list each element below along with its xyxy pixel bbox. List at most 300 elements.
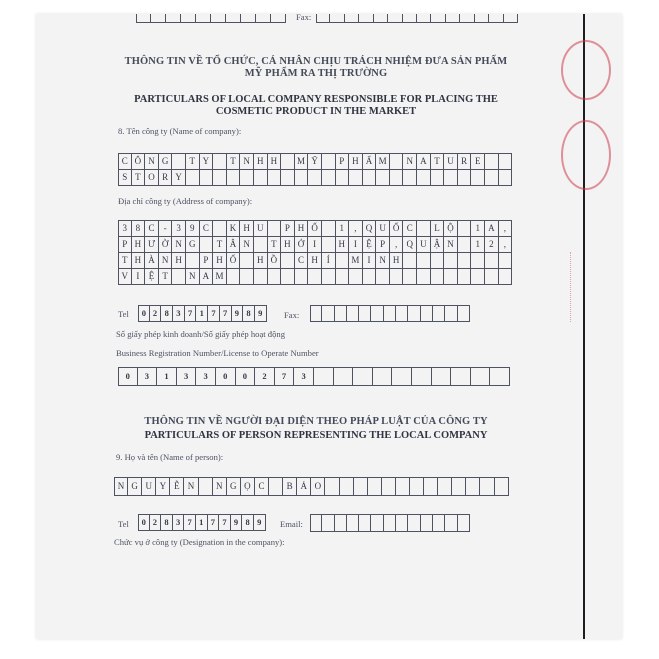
grid-cell: [458, 268, 472, 285]
grid-cell: [489, 14, 503, 23]
grid-cell: [403, 169, 417, 186]
grid-cell: [371, 514, 383, 532]
grid-cell: [151, 14, 166, 23]
address-label: Địa chỉ công ty (Address of company):: [118, 196, 253, 206]
grid-cell: N: [184, 477, 198, 496]
grid-cell: N: [186, 268, 200, 285]
grid-cell: [410, 477, 424, 496]
grid-cell: I: [308, 236, 322, 253]
grid-cell: Ố: [308, 220, 322, 237]
grid-cell: N: [240, 153, 254, 170]
grid-cell: N: [403, 153, 417, 170]
grid-cell: 2: [150, 514, 162, 531]
grid-cell: [226, 14, 241, 23]
tel-label: Tel: [118, 309, 129, 319]
grid-cell: [330, 14, 344, 23]
address-grid: [118, 220, 512, 285]
grid-cell: 3: [177, 367, 197, 386]
grid-cell: I: [363, 252, 377, 269]
grid-cell: U: [417, 236, 431, 253]
grid-cell: [336, 268, 350, 285]
grid-cell: -: [159, 220, 173, 237]
grid-row: [118, 153, 512, 170]
grid-cell: H: [281, 236, 295, 253]
grid-cell: [384, 305, 396, 322]
grid-cell: [499, 153, 513, 170]
grid-cell: [480, 477, 494, 496]
grid-cell: H: [254, 252, 268, 269]
grid-cell: [359, 305, 371, 322]
grid-cell: [431, 268, 445, 285]
grid-cell: 7: [184, 514, 196, 531]
grid-cell: [382, 477, 396, 496]
grid-cell: [325, 477, 339, 496]
grid-cell: H: [336, 236, 350, 253]
grid-cell: I: [132, 268, 146, 285]
grid-cell: [451, 367, 471, 386]
grid-cell: [308, 169, 322, 186]
grid-cell: [431, 14, 445, 23]
grid-cell: 2: [255, 367, 275, 386]
grid-cell: P: [376, 236, 390, 253]
grid-cell: [322, 514, 334, 532]
grid-cell: M: [349, 252, 363, 269]
grid-cell: [471, 252, 485, 269]
grid-cell: [336, 252, 350, 269]
license-digits-grid: [118, 367, 510, 386]
grid-cell: H: [308, 252, 322, 269]
grid-cell: À: [145, 252, 159, 269]
grid-cell: U: [376, 220, 390, 237]
grid-cell: [433, 305, 445, 322]
grid-cell: A: [485, 220, 499, 237]
grid-cell: U: [254, 220, 268, 237]
grid-cell: [444, 268, 458, 285]
grid-cell: [256, 14, 271, 23]
grid-cell: C: [145, 220, 159, 237]
grid-cell: [345, 14, 359, 23]
grid-cell: [281, 169, 295, 186]
grid-cell: [504, 14, 518, 23]
grid-cell: [445, 305, 457, 322]
grid-cell: [281, 268, 295, 285]
grid-cell: 3: [172, 220, 186, 237]
grid-cell: [458, 514, 470, 532]
grid-cell: 2: [150, 305, 162, 322]
grid-cell: 9: [255, 305, 267, 322]
grid-cell: C: [403, 220, 417, 237]
grid-cell: [444, 169, 458, 186]
grid-cell: [335, 514, 347, 532]
grid-cell: I: [349, 236, 363, 253]
grid-cell: H: [268, 153, 282, 170]
grid-cell: 1: [471, 236, 485, 253]
grid-cell: 0: [138, 514, 150, 531]
grid-cell: 3: [173, 514, 185, 531]
grid-cell: [433, 514, 445, 532]
email-label: Email:: [280, 519, 303, 529]
grid-cell: [376, 169, 390, 186]
grid-cell: [495, 477, 509, 496]
grid-cell: 8: [161, 514, 173, 531]
grid-cell: [392, 367, 412, 386]
grid-cell: U: [142, 477, 156, 496]
grid-cell: G: [186, 236, 200, 253]
grid-cell: Ọ: [241, 477, 255, 496]
grid-cell: M: [213, 268, 227, 285]
grid-cell: [388, 14, 402, 23]
grid-cell: C: [255, 477, 269, 496]
grid-cell: [471, 268, 485, 285]
grid-cell: [213, 169, 227, 186]
grid-cell: Ệ: [145, 268, 159, 285]
grid-cell: H: [240, 220, 254, 237]
grid-cell: 2: [485, 236, 499, 253]
grid-cell: 1: [196, 514, 208, 531]
grid-cell: H: [132, 236, 146, 253]
grid-cell: [322, 169, 336, 186]
grid-cell: [466, 477, 480, 496]
grid-cell: [445, 514, 457, 532]
grid-cell: Ỹ: [308, 153, 322, 170]
grid-cell: [444, 252, 458, 269]
grid-cell: H: [254, 153, 268, 170]
grid-cell: [186, 252, 200, 269]
grid-cell: [363, 169, 377, 186]
grid-cell: 7: [220, 305, 232, 322]
grid-cell: [349, 268, 363, 285]
grid-cell: [166, 14, 181, 23]
grid-cell: [227, 268, 241, 285]
grid-cell: [200, 169, 214, 186]
grid-cell: ,: [349, 220, 363, 237]
grid-cell: 3: [196, 367, 216, 386]
grid-cell: Ẩ: [363, 153, 377, 170]
grid-cell: 3: [138, 367, 158, 386]
grid-cell: ,: [499, 220, 513, 237]
grid-cell: P: [336, 153, 350, 170]
grid-cell: [354, 477, 368, 496]
grid-cell: 0: [118, 367, 138, 386]
grid-cell: [499, 268, 513, 285]
grid-cell: [240, 252, 254, 269]
grid-cell: [322, 236, 336, 253]
grid-cell: P: [200, 252, 214, 269]
grid-cell: Q: [363, 220, 377, 237]
grid-cell: P: [118, 236, 132, 253]
grid-cell: [322, 305, 334, 322]
grid-cell: M: [376, 153, 390, 170]
grid-cell: H: [213, 252, 227, 269]
grid-cell: [186, 169, 200, 186]
grid-cell: [417, 252, 431, 269]
grid-cell: Ễ: [170, 477, 184, 496]
grid-cell: H: [132, 252, 146, 269]
grid-cell: O: [311, 477, 325, 496]
grid-cell: [460, 14, 474, 23]
grid-cell: Y: [172, 169, 186, 186]
grid-cell: 1: [336, 220, 350, 237]
grid-cell: [310, 514, 322, 532]
license-label-en: Business Registration Number/License to Operate Number: [116, 348, 319, 358]
grid-cell: [295, 268, 309, 285]
grid-cell: [485, 153, 499, 170]
grid-cell: [359, 14, 373, 23]
fax-empty-grid: [310, 305, 470, 322]
grid-cell: [213, 220, 227, 237]
section9-heading-en: PARTICULARS OF PERSON REPRESENTING THE LOCAL COMPANY: [144, 430, 488, 441]
grid-cell: A: [200, 268, 214, 285]
grid-cell: [471, 367, 491, 386]
grid-cell: [363, 268, 377, 285]
grid-cell: P: [281, 220, 295, 237]
grid-cell: [412, 367, 432, 386]
grid-cell: H: [390, 252, 404, 269]
person-name-grid: [114, 477, 510, 496]
grid-cell: [396, 514, 408, 532]
grid-cell: C: [118, 153, 132, 170]
section8-heading-vn: [76, 56, 556, 80]
grid-cell: [458, 236, 472, 253]
section8-heading-en-line1: PARTICULARS OF LOCAL COMPANY RESPONSIBLE FOR PLACING THE: [134, 94, 498, 105]
grid-cell: [384, 514, 396, 532]
grid-cell: 8: [161, 305, 173, 322]
grid-cell: [403, 14, 417, 23]
grid-cell: [396, 305, 408, 322]
grid-cell: [432, 367, 452, 386]
grid-cell: [335, 305, 347, 322]
grid-cell: [334, 367, 354, 386]
grid-cell: 9: [232, 305, 244, 322]
document-page: [36, 14, 622, 639]
grid-cell: [417, 268, 431, 285]
grid-cell: [417, 14, 431, 23]
grid-cell: [424, 477, 438, 496]
grid-cell: [359, 514, 371, 532]
grid-cell: [417, 220, 431, 237]
grid-cell: 8: [132, 220, 146, 237]
grid-cell: 1: [196, 305, 208, 322]
grid-cell: Ờ: [159, 236, 173, 253]
grid-cell: [458, 252, 472, 269]
grid-cell: [271, 14, 286, 23]
designation-label: Chức vụ ở công ty (Designation in the company):: [114, 537, 285, 547]
grid-cell: Ộ: [444, 220, 458, 237]
grid-cell: 1: [471, 220, 485, 237]
grid-cell: [475, 14, 489, 23]
grid-cell: [374, 14, 388, 23]
grid-cell: H: [295, 220, 309, 237]
grid-cell: [485, 169, 499, 186]
grid-cell: [438, 477, 452, 496]
grid-cell: [499, 252, 513, 269]
grid-cell: [403, 252, 417, 269]
grid-cell: [268, 268, 282, 285]
grid-cell: [308, 268, 322, 285]
red-seal-top: [561, 40, 611, 100]
grid-cell: [421, 305, 433, 322]
grid-cell: V: [118, 268, 132, 285]
page-edge-line: [583, 14, 585, 639]
grid-cell: K: [227, 220, 241, 237]
grid-cell: T: [118, 252, 132, 269]
grid-cell: [347, 305, 359, 322]
grid-cell: [240, 169, 254, 186]
grid-cell: Ệ: [363, 236, 377, 253]
company-name-grid: [118, 153, 512, 186]
grid-cell: [322, 220, 336, 237]
grid-cell: C: [295, 252, 309, 269]
grid-cell: N: [444, 236, 458, 253]
grid-cell: [499, 169, 513, 186]
grid-cell: 7: [219, 514, 231, 531]
grid-cell: 9: [231, 514, 243, 531]
grid-row: [118, 169, 512, 186]
tel-label-person: Tel: [118, 519, 129, 529]
grid-cell: Ư: [145, 236, 159, 253]
grid-cell: U: [444, 153, 458, 170]
grid-cell: [172, 268, 186, 285]
grid-cell: [485, 268, 499, 285]
grid-cell: [408, 514, 420, 532]
grid-cell: [181, 14, 196, 23]
grid-cell: [254, 236, 268, 253]
grid-cell: 0: [138, 305, 150, 322]
grid-cell: [390, 268, 404, 285]
grid-cell: T: [159, 268, 173, 285]
grid-cell: 7: [208, 305, 220, 322]
grid-cell: [281, 252, 295, 269]
grid-cell: [431, 169, 445, 186]
grid-cell: Â: [227, 236, 241, 253]
section8-heading-en: [76, 94, 556, 118]
section8-heading-vn-line2: MỸ PHẨM RA THỊ TRƯỜNG: [244, 68, 388, 79]
license-label-vn: Số giấy phép kinh doanh/Số giấy phép hoạt động: [116, 329, 285, 339]
grid-cell: [373, 367, 393, 386]
person-name-label: 9. Họ và tên (Name of person):: [116, 452, 224, 462]
grid-cell: [368, 477, 382, 496]
grid-cell: [371, 305, 383, 322]
grid-cell: [136, 14, 151, 23]
grid-row: [118, 268, 512, 285]
grid-cell: Ố: [390, 220, 404, 237]
grid-cell: [213, 153, 227, 170]
fax-label: Fax:: [284, 310, 300, 320]
grid-cell: [390, 153, 404, 170]
section9-heading-vn: THÔNG TIN VỀ NGƯỜI ĐẠI DIỆN THEO PHÁP LUẬT CỦA CÔNG TY: [144, 416, 488, 427]
grid-cell: N: [114, 477, 128, 496]
grid-cell: 9: [254, 514, 266, 531]
grid-cell: G: [227, 477, 241, 496]
grid-cell: A: [417, 153, 431, 170]
grid-cell: [227, 169, 241, 186]
grid-cell: M: [295, 153, 309, 170]
grid-cell: [376, 268, 390, 285]
grid-cell: [254, 169, 268, 186]
grid-cell: N: [376, 252, 390, 269]
grid-cell: [241, 14, 256, 23]
grid-cell: [310, 305, 322, 322]
section8-heading-vn-line1: THÔNG TIN VỀ TỔ CHỨC, CÁ NHÂN CHỊU TRÁCH NHIỆM ĐƯA SẢN PHẨM: [124, 56, 508, 67]
grid-cell: 3: [173, 305, 185, 322]
grid-cell: [240, 268, 254, 285]
red-seal-fragment: [570, 252, 589, 322]
grid-cell: T: [132, 169, 146, 186]
grid-row: [118, 220, 512, 237]
grid-cell: 7: [208, 514, 220, 531]
grid-cell: [458, 220, 472, 237]
grid-cell: 1: [157, 367, 177, 386]
grid-cell: R: [458, 153, 472, 170]
grid-cell: N: [145, 153, 159, 170]
grid-cell: [281, 153, 295, 170]
grid-cell: T: [227, 153, 241, 170]
grid-cell: N: [159, 252, 173, 269]
grid-cell: [269, 477, 283, 496]
grid-cell: Ồ: [268, 252, 282, 269]
grid-cell: [340, 477, 354, 496]
grid-cell: T: [213, 236, 227, 253]
grid-cell: 3: [294, 367, 314, 386]
grid-cell: Ậ: [431, 236, 445, 253]
grid-cell: Ố: [227, 252, 241, 269]
grid-cell: [254, 268, 268, 285]
grid-cell: ,: [390, 236, 404, 253]
grid-cell: 3: [118, 220, 132, 237]
grid-cell: B: [283, 477, 297, 496]
grid-cell: [336, 169, 350, 186]
grid-cell: C: [200, 220, 214, 237]
grid-cell: ,: [499, 236, 513, 253]
grid-cell: [485, 252, 499, 269]
grid-cell: Ô: [132, 153, 146, 170]
grid-cell: Y: [200, 153, 214, 170]
grid-cell: [403, 268, 417, 285]
grid-cell: [452, 477, 466, 496]
tel-digits-grid: [138, 305, 267, 322]
grid-cell: 8: [243, 305, 255, 322]
grid-cell: Í: [322, 252, 336, 269]
grid-cell: [446, 14, 460, 23]
section8-heading-en-line2: COSMETIC PRODUCT IN THE MARKET: [215, 106, 417, 117]
grid-cell: [347, 514, 359, 532]
grid-cell: [408, 305, 420, 322]
grid-cell: [172, 153, 186, 170]
grid-cell: [199, 477, 213, 496]
grid-cell: 7: [185, 305, 197, 322]
grid-cell: [314, 367, 334, 386]
grid-cell: Y: [156, 477, 170, 496]
grid-cell: O: [145, 169, 159, 186]
grid-cell: S: [118, 169, 132, 186]
grid-cell: T: [268, 236, 282, 253]
grid-cell: [390, 169, 404, 186]
grid-cell: Ả: [297, 477, 311, 496]
grid-cell: Ớ: [295, 236, 309, 253]
red-seal-middle: [561, 120, 611, 190]
grid-row: [118, 252, 512, 269]
grid-cell: N: [172, 236, 186, 253]
grid-cell: T: [431, 153, 445, 170]
email-empty-grid: [310, 514, 470, 532]
grid-cell: [421, 514, 433, 532]
grid-cell: [417, 169, 431, 186]
top-cut-grid: [136, 14, 286, 23]
grid-cell: [431, 252, 445, 269]
grid-cell: [396, 477, 410, 496]
grid-cell: R: [159, 169, 173, 186]
grid-cell: 8: [242, 514, 254, 531]
